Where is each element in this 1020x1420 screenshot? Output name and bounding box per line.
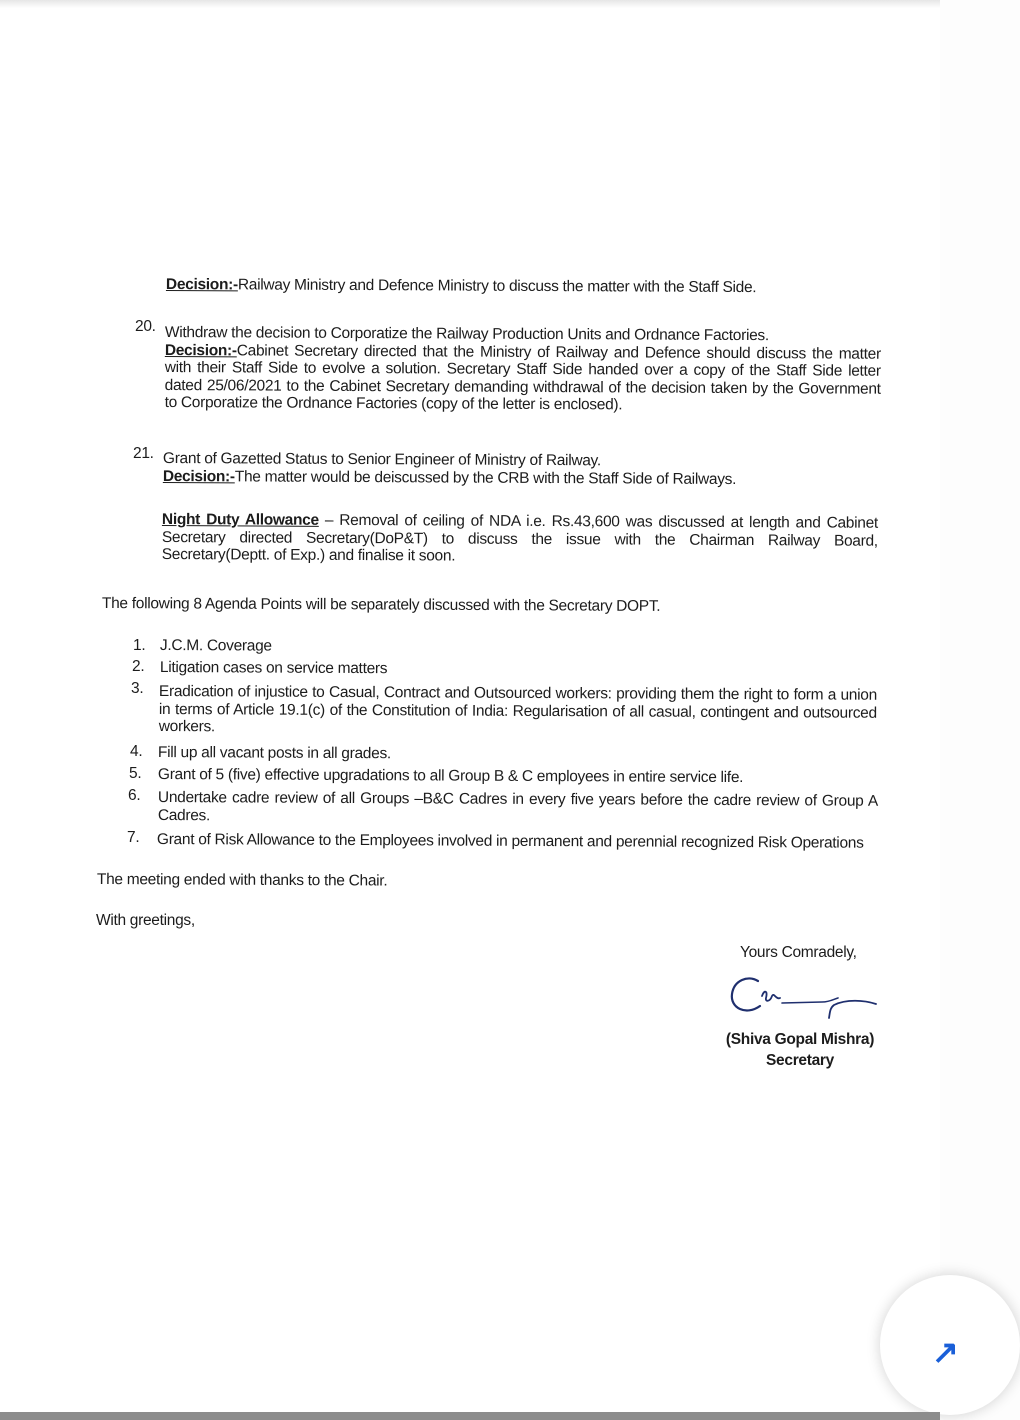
agenda-item-text: Fill up all vacant posts in all grades. [157, 744, 391, 763]
edit-icon: ↗ [932, 1334, 959, 1370]
item-20-decision [165, 341, 881, 415]
decision-19 [166, 276, 886, 297]
signatory-name: (Shiva Gopal Mishra) [725, 1031, 875, 1048]
bottom-edge [0, 1412, 940, 1420]
floating-action-button[interactable] [880, 1275, 1020, 1415]
agenda-item-number: 3. [131, 680, 144, 697]
agenda-item-text: Undertake cadre review of all Groups –B&C Cadres in every five years before the cadre review of Group A Cadres. [157, 789, 878, 824]
agenda-item-text: Litigation cases on service matters [159, 659, 388, 678]
signoff-line: Yours Comradely, [740, 944, 857, 961]
item-21-block [163, 450, 879, 489]
item-21-number: 21. [133, 445, 154, 462]
item-21-decision-label: Decision:- [162, 467, 235, 485]
night-duty-label: Night Duty Allowance [161, 511, 319, 529]
night-duty-text: – Removal of ceiling of NDA i.e. Rs.43,600 was discussed at length and Cabinet Secretary directed Secretary(DoP&T) to discuss the issue with the Chairman Railway Board, Secretary(Deptt. of Exp.) and finalise it soon. [161, 511, 878, 565]
agenda-intro: The following 8 Agenda Points will be separately discussed with the Secretary DOPT. [101, 595, 661, 615]
greeting-line: With greetings, [96, 912, 195, 929]
agenda-item-text: Eradication of injustice to Casual, Contract and Outsourced workers: providing them the right to form a union in terms of Article 19.1(c) of the Constitution of India: Regularisation of all casual, contingent and outsourced workers. [158, 683, 877, 736]
top-edge [0, 0, 940, 8]
item-20-title: Withdraw the decision to Corporatize the Railway Production Units and Ordnance Factories. [164, 324, 769, 345]
signature-icon [726, 972, 886, 1024]
agenda-item-number: 2. [132, 658, 145, 675]
item-21-decision-text: The matter would be deiscussed by the CRB with the Staff Side of Railways. [234, 467, 737, 488]
item-21-decision [163, 467, 879, 488]
item-20-block [165, 324, 881, 415]
agenda-item-number: 1. [133, 637, 146, 654]
signatory-title: Secretary [766, 1052, 834, 1069]
agenda-item-number: 6. [128, 787, 141, 804]
signatory-block [712, 1029, 888, 1071]
item-20-decision-text: Cabinet Secretary directed that the Ministry of Railway and Defence should discuss the matter with their Staff Side to evolve a solution. Secretary Staff Side handed over a copy of the Staff Side letter dated 25/06/2021 to the Cabinet Secretary demanding withdrawal of the decision taken by the Government to Corporatize the Ordnance Factories (copy of the letter is enclosed). [164, 341, 881, 414]
item-20-number: 20. [135, 318, 156, 335]
agenda-item-number: 5. [129, 765, 142, 782]
night-duty-paragraph [162, 511, 878, 567]
closing-line: The meeting ended with thanks to the Chair. [96, 871, 388, 890]
item-20-decision-label: Decision:- [164, 341, 237, 359]
agenda-item-text: Grant of 5 (five) effective upgradations to all Group B & C employees in entire service life. [157, 766, 744, 787]
item-21-title: Grant of Gazetted Status to Senior Engineer of Ministry of Railway. [162, 450, 601, 470]
agenda-item-text: Grant of Risk Allowance to the Employees involved in permanent and perennial recognized Risk Operations [156, 831, 864, 852]
agenda-item-number: 4. [130, 743, 143, 760]
agenda-item-text: J.C.M. Coverage [159, 637, 272, 655]
decision-19-text: Railway Ministry and Defence Ministry to discuss the matter with the Staff Side. [237, 276, 757, 297]
decision-19-label: Decision:- [165, 276, 238, 294]
agenda-item-number: 7. [127, 829, 140, 846]
